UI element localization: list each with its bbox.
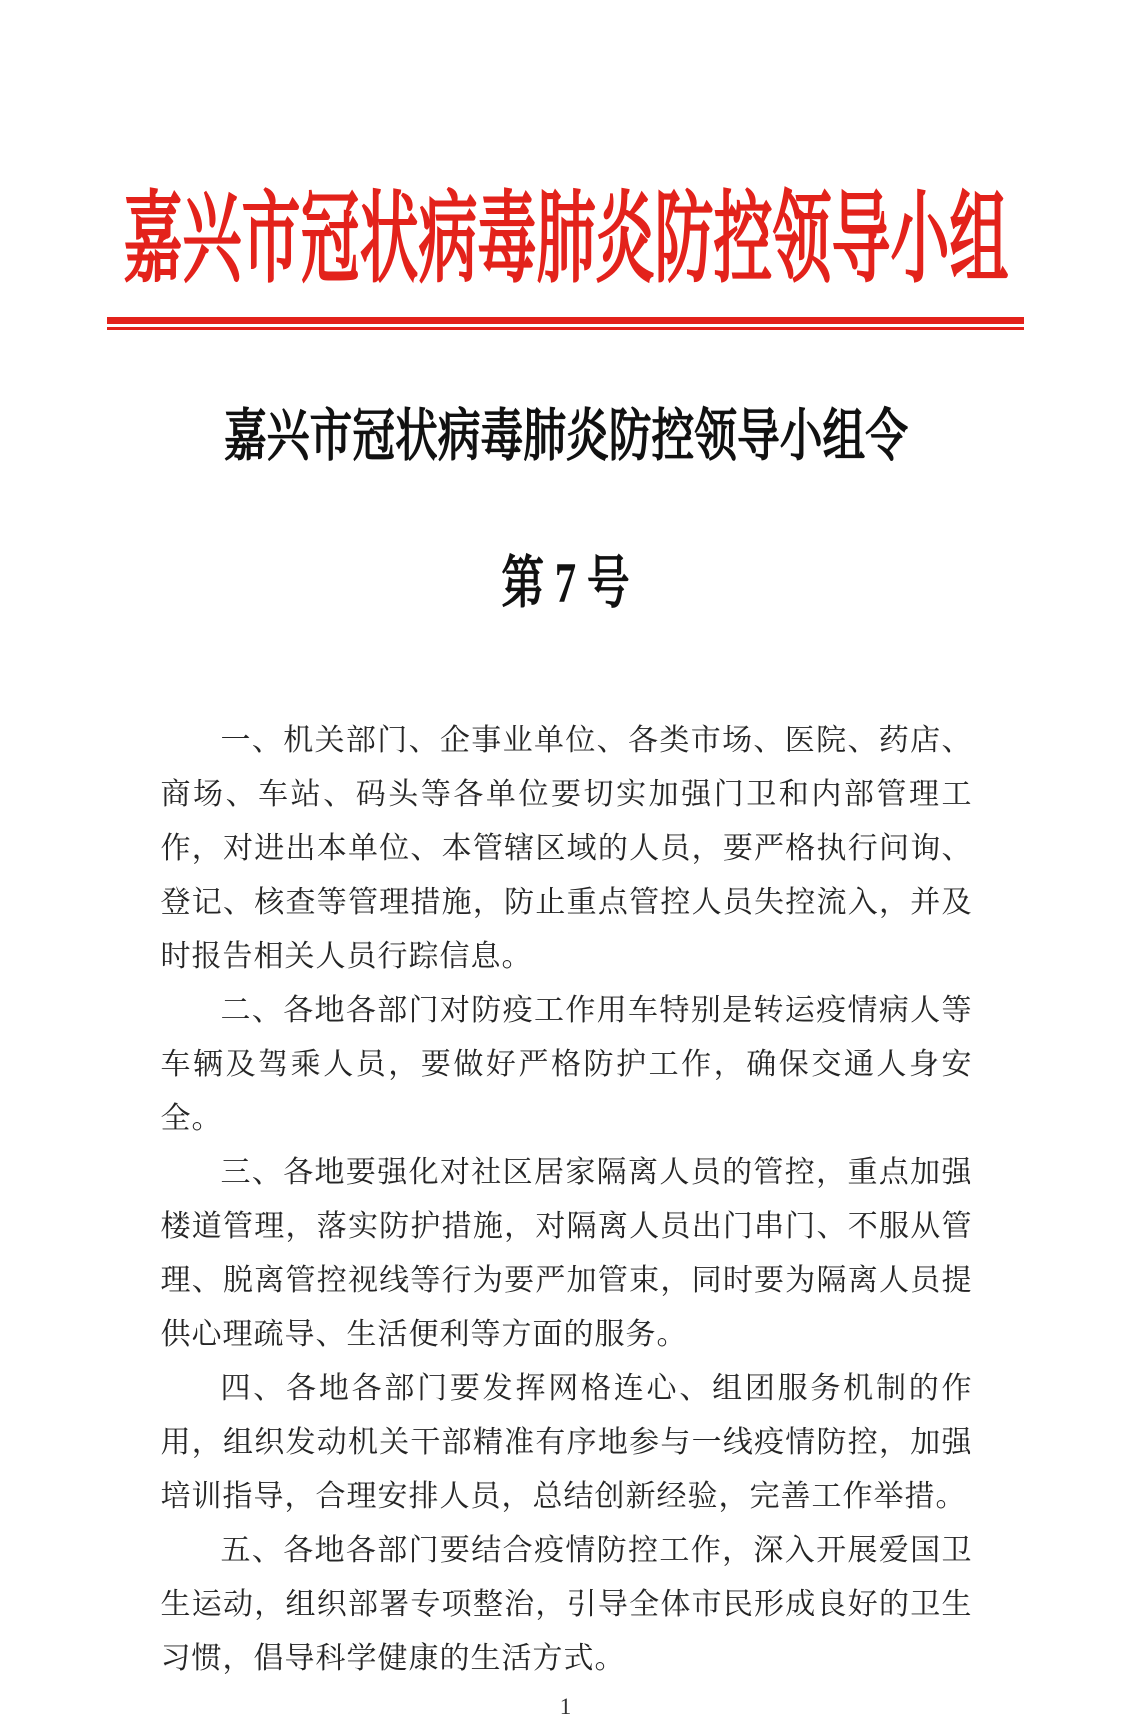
- body-paragraph: 五、各地各部门要结合疫情防控工作，深入开展爱国卫生运动，组织部署专项整治，引导全体市民形成良好的卫生习惯，倡导科学健康的生活方式。: [160, 1533, 973, 1675]
- letterhead-org-name: 嘉兴市冠状病毒肺炎防控领导小组: [123, 184, 1009, 295]
- body-paragraph: 二、各地各部门对防疫工作用车特别是转运疫情病人等车辆及驾乘人员，要做好严格防护工作，确保交通人身安全。: [160, 993, 973, 1135]
- document-body: [159, 714, 973, 1686]
- body-paragraph: 四、各地各部门要发挥网格连心、组团服务机制的作用，组织发动机关干部精准有序地参与一线疫情防控，加强培训指导，合理安排人员，总结创新经验，完善工作举措。: [160, 1371, 973, 1513]
- body-paragraph: 一、机关部门、企事业单位、各类市场、医院、药店、商场、车站、码头等各单位要切实加强门卫和内部管理工作，对进出本单位、本管辖区域的人员，要严格执行问询、登记、核查等管理措施，防止重点管控人员失控流入，并及时报告相关人员行踪信息。: [160, 723, 973, 973]
- document-title: 嘉兴市冠状病毒肺炎防控领导小组令: [223, 405, 908, 469]
- page-footer: [0, 1692, 1131, 1722]
- letterhead-row: [0, 184, 1131, 295]
- double-rule-thick-line: [107, 317, 1024, 324]
- document-title-row: [0, 368, 1131, 506]
- body-paragraph: 三、各地要强化对社区居家隔离人员的管控，重点加强楼道管理，落实防护措施，对隔离人员出门串门、不服从管理、脱离管控视线等行为要严加管束，同时要为隔离人员提供心理疏导、生活便利等方面的服务。: [160, 1155, 973, 1351]
- double-rule-thin-line: [107, 327, 1024, 330]
- letterhead-double-rule: [107, 317, 1024, 330]
- document-number: 第 7 号: [501, 551, 630, 615]
- page-number: 1: [559, 1693, 572, 1719]
- letterhead: [0, 0, 1131, 330]
- document-main: [0, 368, 1131, 1686]
- document-number-row: [0, 508, 1131, 659]
